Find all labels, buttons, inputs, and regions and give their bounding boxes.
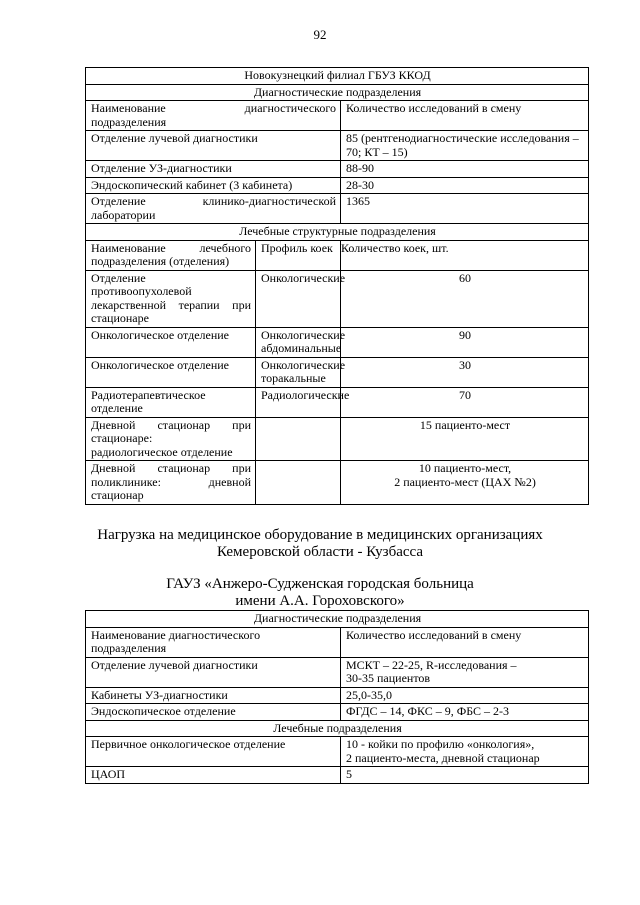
row-profile: Онкологические <box>256 270 341 327</box>
row-name: Дневной стационар при стационаре: радиологическое отделение <box>86 417 256 461</box>
table-row <box>86 194 589 224</box>
row-name: Эндоскопический кабинет (3 кабинета) <box>86 177 341 194</box>
row-name: Отделение лучевой диагностики <box>86 131 341 161</box>
col-header-profile: Профиль коек <box>256 240 341 270</box>
row-name: Радиотерапевтическое отделение <box>86 387 256 417</box>
table-row <box>86 657 589 687</box>
row-profile: Радиологические <box>256 387 341 417</box>
row-profile <box>256 417 341 461</box>
treat-section-header: Лечебные подразделения <box>86 720 589 737</box>
row-value-line2: 30-35 пациентов <box>346 671 431 685</box>
table-row <box>86 704 589 721</box>
col-header-name: Наименование диагностического подразделения <box>86 627 341 657</box>
section-heading-line1: Нагрузка на медицинское оборудование в медицинских организациях <box>97 527 543 543</box>
row-beds <box>341 461 589 505</box>
col-header-count: Количество исследований в смену <box>341 101 589 131</box>
col-header-beds <box>341 240 589 270</box>
table-row <box>86 387 589 417</box>
table-row <box>86 270 589 327</box>
section-header-row <box>86 720 589 737</box>
section-header-row <box>86 611 589 628</box>
row-name: Онкологическое отделение <box>86 357 256 387</box>
table-row <box>86 161 589 178</box>
hospital-heading-line1: ГАУЗ «Анжеро-Судженская городская больница <box>166 576 474 592</box>
section-header-row <box>86 84 589 101</box>
row-name: Отделение клинико-диагностической лаборатории <box>86 194 341 224</box>
row-profile: Онкологические абдоминальные <box>256 327 341 357</box>
row-value: 28-30 <box>341 177 589 194</box>
row-value: 1365 <box>341 194 589 224</box>
section-header-row <box>86 224 589 241</box>
row-beds: 15 пациенто-мест <box>341 417 589 461</box>
row-name: Отделение противоопухолевой лекарственной терапии при стационаре <box>86 270 256 327</box>
row-name: Кабинеты УЗ-диагностики <box>86 687 341 704</box>
column-header-row <box>86 627 589 657</box>
section-heading-line2: Кемеровской области - Кузбасса <box>216 544 424 560</box>
row-name: Дневной стационар при поликлинике: дневной стационар <box>86 461 256 505</box>
col-header-count: Количество исследований в смену <box>341 627 589 657</box>
row-value: 88-90 <box>341 161 589 178</box>
table-title: Новокузнецкий филиал ГБУЗ ККОД <box>86 68 589 85</box>
row-value-line1: МСКТ – 22-25, R-исследования – <box>346 657 517 672</box>
row-beds: 60 <box>341 270 589 327</box>
row-beds: 90 <box>341 327 589 357</box>
table-anzhero-sudzhensk <box>85 610 589 784</box>
section-heading <box>0 527 640 561</box>
table-row <box>86 767 589 784</box>
row-value: 85 (рентгенодиагностические исследования – 70; КТ – 15) <box>341 131 589 161</box>
row-name: Первичное онкологическое отделение <box>86 737 341 767</box>
row-name: ЦАОП <box>86 767 341 784</box>
diag-section-header: Диагностические подразделения <box>86 84 589 101</box>
row-beds: 30 <box>341 357 589 387</box>
row-value-line2: 2 пациенто-места, дневной стационар <box>346 750 540 765</box>
row-value: ФГДС – 14, ФКС – 9, ФБС – 2-3 <box>341 704 589 721</box>
col-header-name: Наименование диагностического подразделения <box>86 101 341 131</box>
table-row <box>86 357 589 387</box>
column-header-row <box>86 240 589 270</box>
table-row <box>86 687 589 704</box>
row-value: 5 <box>341 767 589 784</box>
hospital-heading <box>0 576 640 610</box>
row-profile: Онкологические торакальные <box>256 357 341 387</box>
row-beds: 70 <box>341 387 589 417</box>
row-value <box>341 657 589 687</box>
row-beds-line1: 10 пациенто-мест, <box>418 461 512 475</box>
table-row <box>86 177 589 194</box>
row-value-line1: 10 - койки по профилю «онкология», <box>346 737 535 751</box>
table-title-row <box>86 68 589 85</box>
hospital-heading-line2: имени А.А. Гороховского» <box>235 593 405 609</box>
treat-section-header: Лечебные структурные подразделения <box>86 224 589 241</box>
table-row <box>86 737 589 767</box>
table-row <box>86 461 589 505</box>
table-row <box>86 327 589 357</box>
table-row <box>86 131 589 161</box>
diag-section-header: Диагностические подразделения <box>86 611 589 628</box>
row-profile <box>256 461 341 505</box>
table-novokuznetsk <box>85 67 589 505</box>
row-name: Эндоскопическое отделение <box>86 704 341 721</box>
table-row <box>86 417 589 461</box>
col-header-dept: Наименование лечебного подразделения (отделения) <box>86 240 256 270</box>
row-beds-line2: 2 пациенто-мест (ЦАХ №2) <box>394 474 536 489</box>
row-name: Отделение УЗ-диагностики <box>86 161 341 178</box>
col-header-beds-text: Количество коек, шт. <box>341 240 449 255</box>
row-name: Онкологическое отделение <box>86 327 256 357</box>
row-value: 25,0-35,0 <box>341 687 589 704</box>
page-number: 92 <box>313 27 327 42</box>
column-header-row <box>86 101 589 131</box>
row-value <box>341 737 589 767</box>
row-name: Отделение лучевой диагностики <box>86 657 341 687</box>
